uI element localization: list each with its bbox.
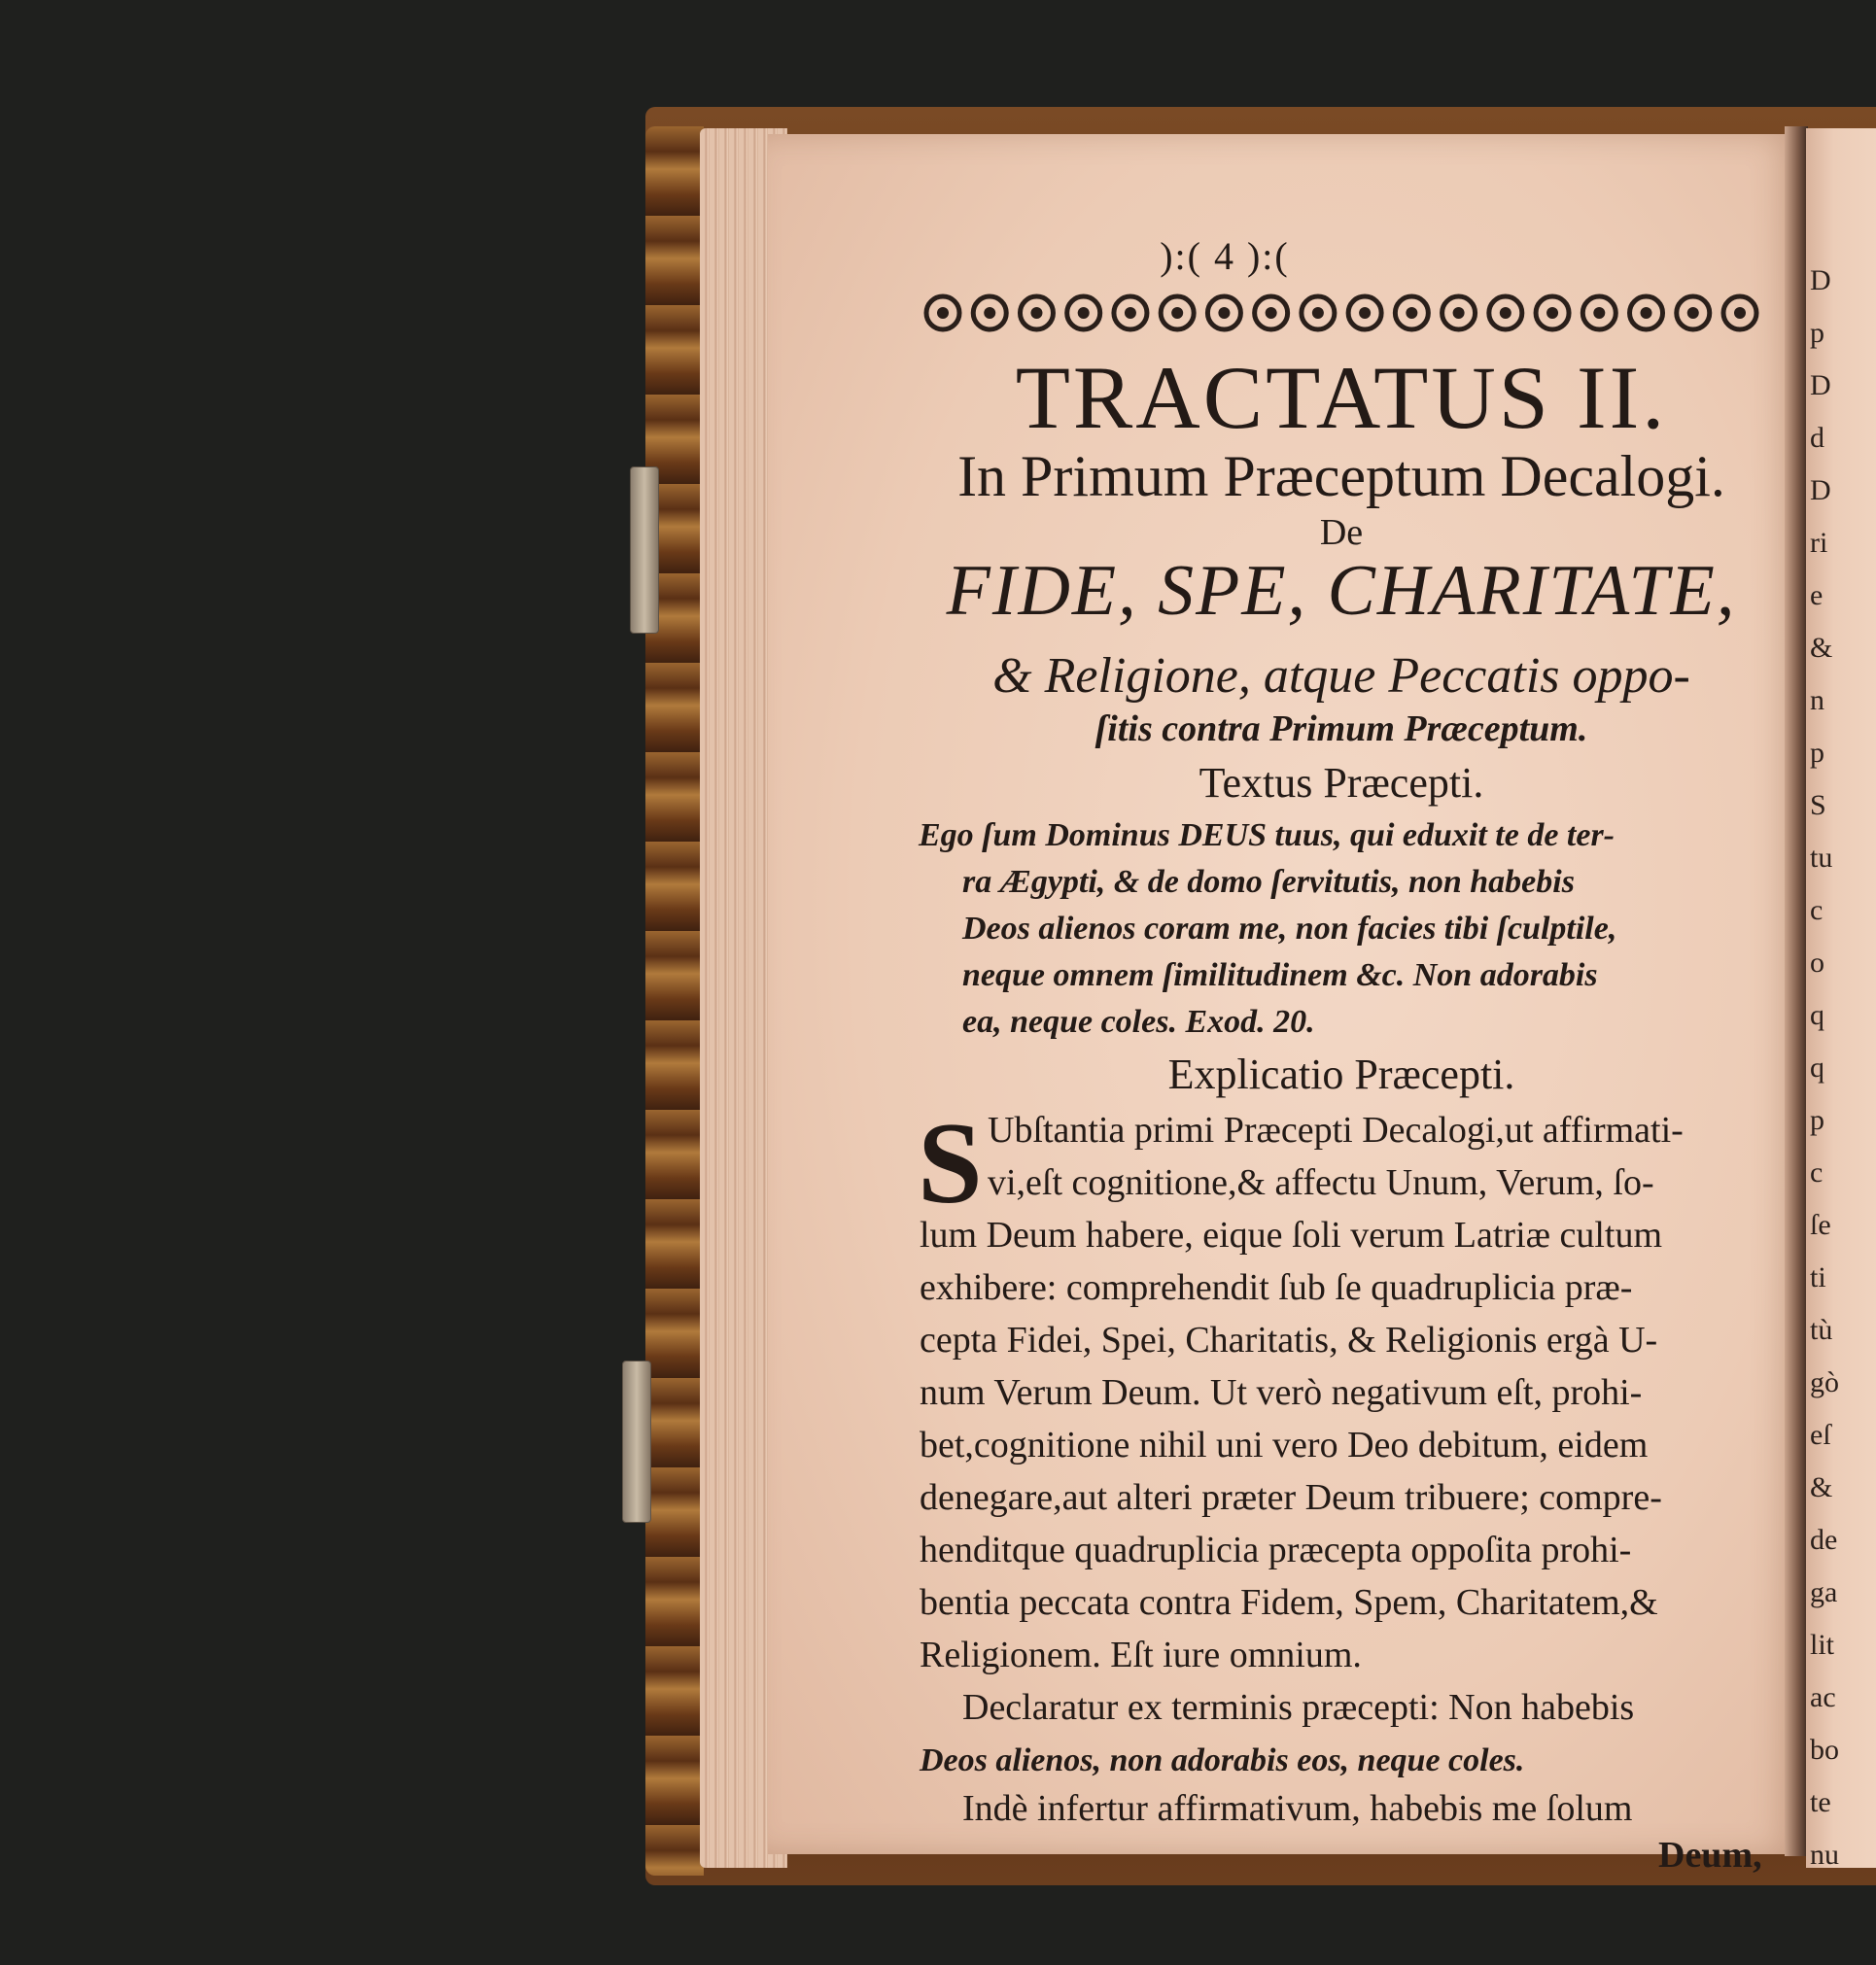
rosette-center [1453,307,1465,319]
text-line: ea, neque coles. Exod. 20. [962,1004,1315,1040]
clasp-lower [622,1361,651,1523]
text-line: num Verum Deum. Ut verò negativum eſt, prohi- [920,1372,1643,1413]
rosette-center [1641,307,1652,319]
rosette-center [1312,307,1324,319]
text-line: Indè infertur affirmativum, habebis me ſolum [962,1788,1633,1829]
rosette-center [937,307,949,319]
text-line: Ego ſum Dominus DEUS tuus, qui eduxit te de ter- [919,817,1615,853]
facing-page-fragment: q [1810,999,1824,1031]
facing-page-fragment: & [1810,1471,1833,1503]
facing-page-fragment: ti [1810,1261,1826,1293]
facing-page-fragment: c [1810,1156,1824,1189]
rosette-center [1266,307,1277,319]
facing-page-fragment: & [1810,632,1833,664]
facing-page-fragment: tù [1810,1314,1833,1346]
rosette-center [1125,307,1136,319]
facing-page-fragment: S [1810,789,1826,821]
treatise-subtitle: In Primum Præceptum Decalogi. [957,444,1725,508]
text-line: Deos alienos coram me, non facies tibi ſculptile, [962,911,1617,947]
facing-page-fragment: D [1810,474,1831,506]
text-line: cepta Fidei, Spei, Charitatis, & Religionis ergà U- [920,1320,1658,1361]
rosette-center [1030,307,1042,319]
facing-page-fragment: p [1810,317,1824,349]
text-line: Deos alienos, non adorabis eos, neque coles. [920,1742,1525,1778]
facing-page-fragment: lit [1810,1629,1835,1661]
facing-page-fragment: c [1810,894,1824,926]
clasp-upper [630,466,659,634]
text-line: lum Deum habere, eique ſoli verum Latriæ cultum [920,1215,1663,1256]
heading-religion: & Religione, atque Peccatis oppo- [992,648,1690,704]
rosette-center [1546,307,1558,319]
facing-page-fragment: bo [1810,1734,1839,1766]
facing-page-fragment: te [1810,1786,1831,1818]
text-line: Ubſtantia primi Præcepti Decalogi,ut affirmati- [988,1110,1684,1151]
facing-page-fragment: p [1810,737,1824,769]
rosette-center [1500,307,1511,319]
text-line: denegare,aut alteri præter Deum tribuere; compre- [920,1477,1662,1518]
facing-page-fragment: tu [1810,842,1833,874]
rosette-center [1078,307,1090,319]
rosette-center [1734,307,1746,319]
facing-page-fragment: ſe [1810,1209,1831,1241]
facing-page-fragment: nu [1810,1839,1839,1868]
text-line: exhibere: comprehendit ſub ſe quadruplicia præ- [920,1267,1633,1308]
rosette-center [1359,307,1371,319]
facing-page-fragment: D [1810,369,1831,401]
rosette-center [1593,307,1605,319]
text-line: Declaratur ex terminis præcepti: Non habebis [962,1687,1635,1728]
facing-page-fragment: o [1810,947,1824,979]
text-line: ra Ægypti, & de domo ſervitutis, non habebis [962,864,1575,900]
facing-page-fragment: gò [1810,1366,1839,1398]
facing-page-fragment: q [1810,1051,1824,1084]
facing-page-fragment: ri [1810,527,1828,559]
facing-page-fragment: e [1810,579,1824,611]
facing-page-fragment: D [1810,264,1831,296]
text-line: bentia peccata contra Fidem, Spem, Charitatem,& [920,1582,1658,1623]
heading-contra: ſitis contra Primum Præceptum. [1094,708,1588,749]
rosette-center [1171,307,1183,319]
facing-page-fragment: eſ [1810,1419,1831,1451]
section-heading-text: Textus Præcepti. [1199,759,1484,807]
cover-edge [645,126,704,1876]
drop-cap: S [918,1098,983,1227]
text-line: bet,cognitione nihil uni vero Deo debitum, eidem [920,1425,1649,1465]
treatise-title: TRACTATUS II. [1015,348,1668,447]
rosette-center [1687,307,1699,319]
de-word: De [1319,512,1364,553]
facing-page-fragment: ac [1810,1681,1836,1713]
rosette-center [1218,307,1230,319]
facing-page-fragment: n [1810,684,1824,716]
facing-page-fragment: d [1810,422,1824,454]
facing-page-fragment: ga [1810,1576,1838,1608]
rosette-center [984,307,995,319]
text-line: vi,eſt cognitione,& affectu Unum, Verum, ſo- [988,1162,1654,1203]
catchword: Deum, [1658,1835,1762,1876]
text-line: henditque quadruplicia præcepta oppoſita prohi- [920,1530,1632,1570]
text-line: neque omnem ſimilitudinem &c. Non adorabis [962,957,1598,993]
section-heading-explicatio: Explicatio Præcepti. [1167,1051,1515,1098]
heading-virtues: FIDE, SPE, CHARITATE, [946,551,1737,631]
book-gutter [1785,126,1808,1856]
facing-page-fragment: p [1810,1104,1824,1136]
facing-page-fragment: de [1810,1524,1838,1556]
facing-page [1806,128,1876,1868]
ornament-band [914,292,1769,334]
rosette-center [1406,307,1417,319]
text-line: Religionem. Eſt iure omnium. [920,1635,1362,1675]
page-number: ):( 4 ):( [1160,234,1290,278]
